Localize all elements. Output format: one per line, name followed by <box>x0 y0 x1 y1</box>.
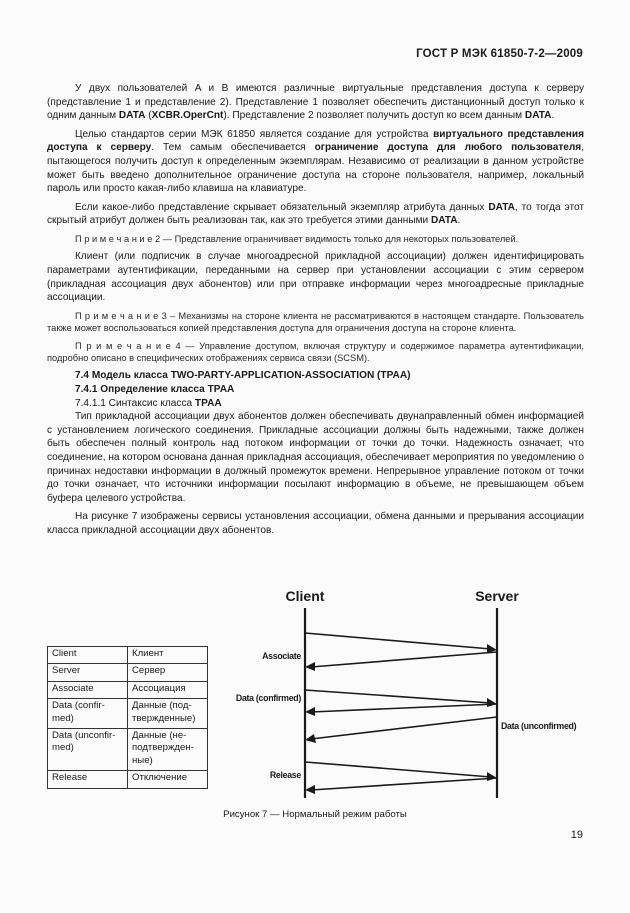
legend-row <box>48 771 208 788</box>
data-unconfirmed-arrowhead <box>305 734 316 743</box>
data-confirmed-exchange <box>305 690 497 716</box>
text-run: . <box>457 215 461 227</box>
page-body <box>47 82 584 542</box>
release-request-arrow <box>305 762 491 777</box>
legend-translation: Данные (не-подтвержден-ные) <box>128 729 208 771</box>
release-response-arrowhead <box>305 785 315 794</box>
text-run: У двух пользователей A и B имеются различные виртуальные представления доступа к серверу (представление 1 и представление 2). Представление 1 позволяет обеспечить дистанционный доступ только к одним данным <box>47 83 584 122</box>
data-confirmed-response-arrow <box>311 704 497 712</box>
legend-row <box>48 664 208 681</box>
release-exchange <box>305 762 497 794</box>
legend-term: Server <box>48 664 128 681</box>
sequence-diagram <box>225 580 595 802</box>
paragraph-goal <box>47 128 584 196</box>
associate-label: Associate <box>262 651 301 661</box>
legend-term: Release <box>48 771 128 788</box>
legend-translation: Данные (под-твержденные) <box>128 699 208 729</box>
heading-7-4-1-1-prefix: 7.4.1.1 Синтаксис класса <box>75 397 195 409</box>
text-run: DATA <box>431 215 458 227</box>
page-number: 19 <box>570 829 583 841</box>
text-run: ). Представление 2 позволяет получить доступ ко всем данным <box>223 110 525 122</box>
note-4-label: П р и м е ч а н и е 4 <box>75 340 181 351</box>
client-label: Client <box>285 588 325 604</box>
text-run: XCBR.OperCnt <box>151 110 224 122</box>
data-confirmed-request-arrow <box>305 690 491 703</box>
legend-translation: Сервер <box>128 664 208 681</box>
release-response-arrow <box>311 778 497 790</box>
note-2-label: П р и м е ч а н и е 2 <box>75 233 161 244</box>
legend-row <box>48 729 208 771</box>
legend-translation: Отключение <box>128 771 208 788</box>
paragraph-views <box>47 82 584 123</box>
text-run: . <box>551 110 555 122</box>
data-unconfirmed-arrow <box>311 717 497 739</box>
legend-term: Data (unconfir-med) <box>48 729 128 771</box>
note-4-text: — Управление доступом, включая структуру и содержимое параметра аутентификации, подробно описано в специфических отображениях сервиса связи (SCSM). <box>47 340 584 363</box>
server-label: Server <box>475 588 519 604</box>
text-run: DATA <box>524 110 552 122</box>
legend-row <box>48 699 208 729</box>
note-3-text: – Механизмы на стороне клиента не рассматриваются в настоящем стандарте. Пользователь также может воспользоваться копией представления доступа для ограничения доступа на стороне клиента. <box>47 310 584 334</box>
legend-table-body <box>48 647 208 789</box>
heading-7-4-1-1-class: TPAA <box>194 397 222 409</box>
legend-row <box>48 681 208 698</box>
text-run: ограничение доступа для любого пользователя <box>314 142 582 154</box>
text-run: . Тем самым обеспечивается <box>151 142 315 154</box>
note-4 <box>47 340 584 365</box>
text-run: DATA <box>488 201 515 213</box>
associate-response-arrowhead <box>305 662 315 671</box>
data-unconfirmed-label: Data (unconfirmed) <box>501 721 577 731</box>
section-heading-7-4: 7.4 Модель класса TWO-PARTY-APPLICATION-ASSOCIATION (TPAA) <box>75 370 411 382</box>
legend-row <box>48 647 208 664</box>
release-label: Release <box>269 770 301 780</box>
section-heading-7-4-1: 7.4.1 Определение класса TPAA <box>75 383 235 395</box>
legend-term: Associate <box>48 681 128 698</box>
legend-translation: Клиент <box>128 647 208 664</box>
data-confirmed-request-arrowhead <box>487 698 497 707</box>
document-header: ГОСТ Р МЭК 61850-7-2—2009 <box>416 48 583 60</box>
note-3-label: П р и м е ч а н и е 3 <box>75 310 167 321</box>
text-run: Если какое-либо представление скрывает обязательный экземпляр атрибута данных <box>75 201 489 213</box>
text-run: , то тогда этот скрытый атрибут должен быть реализован так, как это требуется этими данными <box>47 201 585 227</box>
text-run: Целью стандартов серии МЭК 61850 является создание для устройства <box>75 128 434 140</box>
paragraph-client-auth: Клиент (или подписчик в случае многоадресной прикладной ассоциации) должен идентифицировать параметрами аутентификации, переданными на сервер при установлении ассоциации с этим сервером (прикладная ассоциация двух абонентов) или при отправке информации через многоадресные прикладные ассоциации. <box>47 251 584 304</box>
note-3 <box>47 310 584 335</box>
paragraph-hidden-attribute <box>47 201 584 228</box>
data-unconfirmed-exchange <box>305 717 497 743</box>
legend-term: Client <box>48 647 128 664</box>
data-confirmed-label: Data (confirmed) <box>235 693 301 703</box>
associate-response-arrow <box>311 652 497 667</box>
section-heading-7-4-1-1 <box>47 397 584 411</box>
legend-term: Data (confir-med) <box>48 699 128 729</box>
note-2 <box>47 233 584 245</box>
text-run: виртуального представления доступа к серверу <box>47 128 584 154</box>
note-2-text: — Представление ограничивает видимость только для некоторых пользователей. <box>160 233 519 244</box>
text-run: DATA <box>118 110 146 122</box>
paragraph-tpaa-type: Тип прикладной ассоциации двух абонентов должен обеспечивать двунаправленный обмен информацией с установлением логического соединения. Прикладные ассоциации должны быть надежными, также должен быть обеспечен полный контроль над потоком информации от точки до точки. Надежность означает, что соединение, на котором основана данная прикладная ассоциация, обеспечивает мероприятия по уведомлению о причинах недоставки информации в должный промежуток времени. Непрерывное управление потоком от точки до точки означает, что источники информации посылают информацию в объеме, не превышающем объем буфера целевого устройства. <box>47 411 584 504</box>
figure-caption: Рисунок 7 — Нормальный режим работы <box>223 809 407 820</box>
text-run: ( <box>145 110 152 122</box>
text-run: , пытающегося получить доступ к определенным экземплярам. Независимо от реализации в данном устройстве может быть введено дополнительное ограничение доступа на стороне пользователя, например, локальный пароль или просто какая-либо клавиша на клавиатуре. <box>47 142 584 195</box>
associate-exchange <box>305 633 497 671</box>
legend-table <box>47 646 208 789</box>
data-confirmed-response-arrowhead <box>305 707 315 716</box>
release-request-arrowhead <box>487 772 497 781</box>
associate-request-arrow <box>305 633 491 649</box>
paragraph-figure-ref: На рисунке 7 изображены сервисы установления ассоциации, обмена данными и прерывания ассоциации класса прикладной ассоциации двух абонентов. <box>47 511 584 536</box>
legend-translation: Ассоциация <box>128 681 208 698</box>
